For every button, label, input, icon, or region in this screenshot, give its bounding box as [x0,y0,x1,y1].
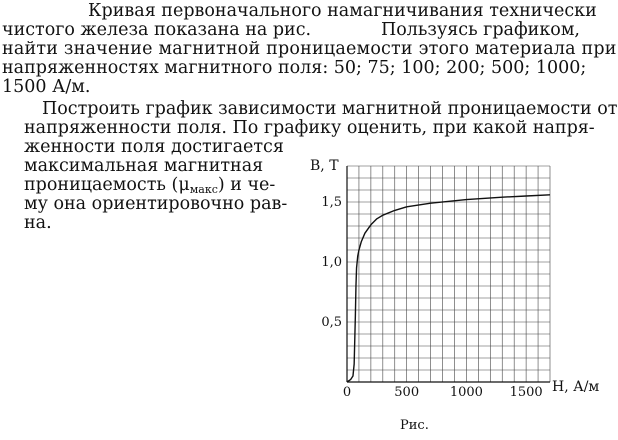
x-tick-label: 1500 [509,385,543,400]
text-line-12: на. [24,213,52,233]
text-line-2 [2,21,580,40]
text-line-6: Построить график зависимости магнитной проницаемости от [42,99,618,119]
chart-curve [347,195,550,382]
text-line-4: напряженностях магнитного поля: 50; 75; 100; 200; 500; 1000; [2,58,587,78]
text-line-9: максимальная магнитная [24,156,264,176]
text-line-10a: проницаемость (μ [24,175,190,195]
y-tick-label: 0,5 [321,315,342,330]
x-tick-label: 500 [394,385,420,400]
figure-caption: Рис. [400,418,429,433]
text-line-2b: Пользуясь графиком, [380,20,580,40]
magnetization-chart [300,152,600,402]
x-tick-label: 1000 [449,385,483,400]
text-line-3: найти значение магнитной проницаемости этого материала при [2,39,617,59]
text-line-7: напряженности поля. По графику оценить, при какой напря- [24,118,595,138]
text-line-2a: чистого железа показана на рис. [2,20,312,40]
x-axis-label: H, А/м [552,379,600,395]
text-line-10b: ) и че- [217,175,276,195]
text-line-1: Кривая первоначального намагничивания технически [88,1,597,21]
y-axis-label: B, Т [310,158,339,174]
x-tick-label: 0 [342,385,352,400]
y-tick-label: 1,5 [321,195,342,210]
text-line-8: женности поля достигается [24,137,284,157]
magnetization-curve [347,195,550,382]
text-line-5: 1500 А/м. [2,77,91,97]
y-tick-label: 1,0 [321,255,342,270]
mu-subscript: макс [189,183,218,196]
chart-grid [347,166,550,382]
text-line-11: му она ориентировочно рав- [24,194,288,214]
